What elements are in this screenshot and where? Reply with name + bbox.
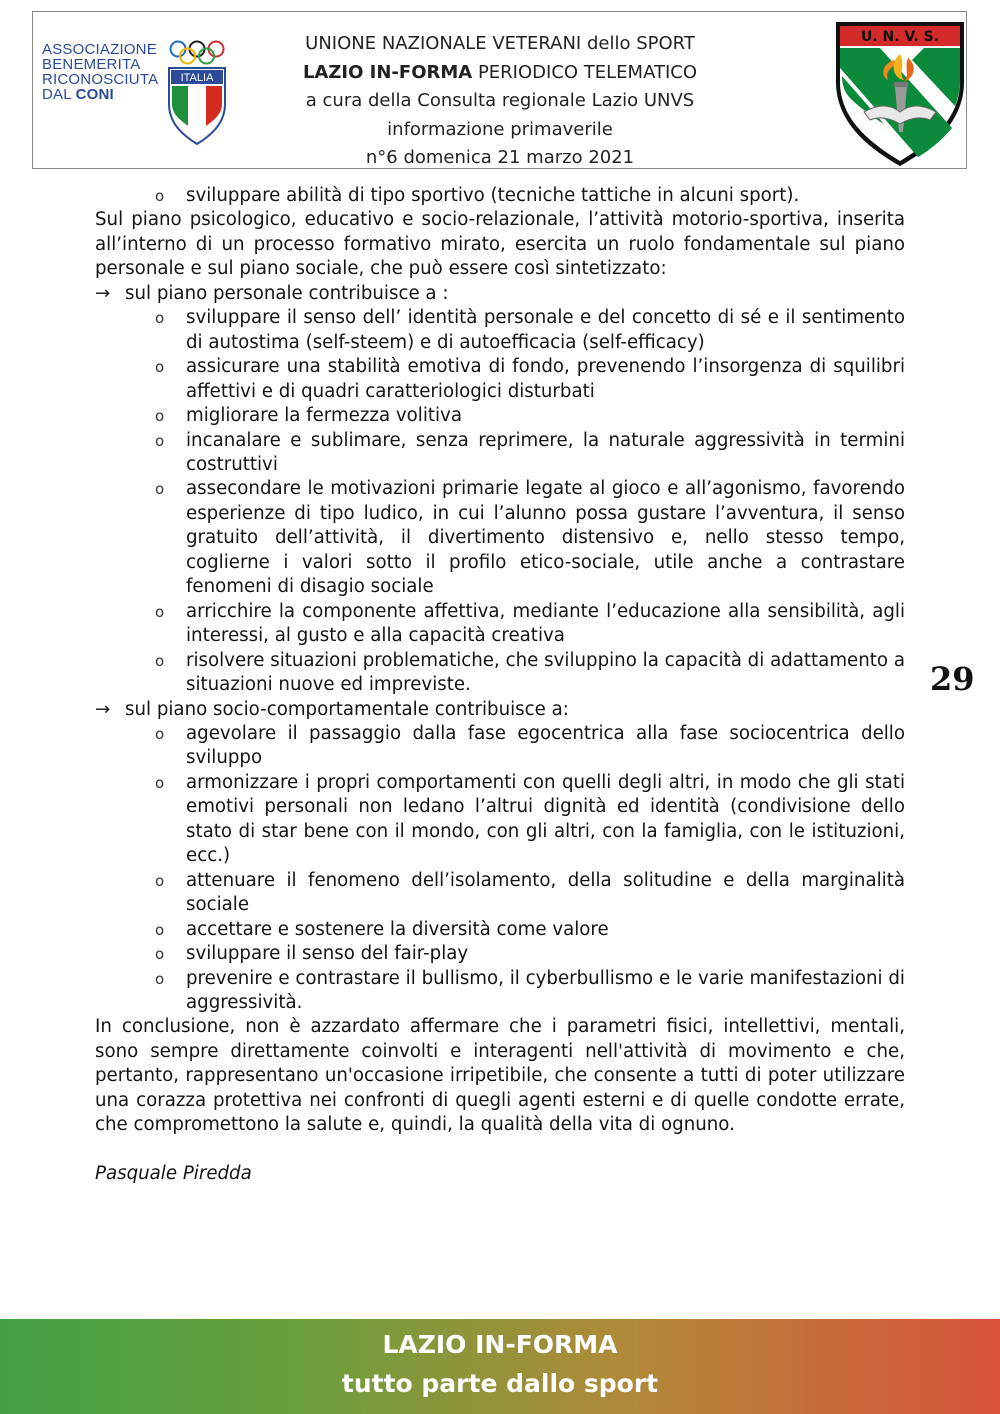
bullet-marker: o [155, 480, 165, 499]
list-item-text: migliorare la fermezza volitiva [186, 405, 462, 427]
coni-line [42, 87, 172, 102]
list-item [95, 942, 905, 966]
list-item-text: agevolare il passaggio dalla fase egocentrica alla fase sociocentrica dello sviluppo [186, 722, 905, 769]
page-number: 29 [930, 660, 975, 698]
bullet-marker: o [155, 309, 165, 328]
list-item [95, 306, 905, 355]
bullet-marker: o [155, 358, 165, 377]
section-heading-text: sul piano socio-comportamentale contribuisce a: [125, 698, 569, 720]
arrow-icon: → [95, 698, 111, 720]
header-line-5: n°6 domenica 21 marzo 2021 [365, 147, 635, 169]
list-item-text: assicurare una stabilità emotiva di fondo, prevenendo l’insorgenza di squilibri affettivi e di quadri caratteriologici disturbati [186, 356, 905, 402]
list-item-text: accettare e sostenere la diversità come valore [186, 918, 609, 940]
header-line-2 [250, 59, 750, 88]
bullet-marker: o [155, 871, 165, 890]
coni-association-text [42, 42, 172, 102]
bullet-marker: o [155, 431, 165, 450]
list-item-text: assecondare le motivazioni primarie legate al gioco e all’agonismo, favorendo esperienze di tipo ludico, in cui l’alunno possa gustare l’avventura, il senso gratuito dell’attività, il divertimento distensivo e, nello stesso tempo, coglierne i valori sotto il profilo etico-sociale, utile anche a contrastare fenomeni di disagio sociale [186, 478, 905, 598]
publication-type: PERIODICO TELEMATICO [472, 61, 698, 83]
bullet-marker: o [155, 945, 165, 964]
italia-label: ITALIA [180, 72, 214, 84]
list-item-text: attenuare il fenomeno dell’isolamento, della solitudine e della marginalità sociale [186, 869, 905, 916]
list-item [95, 967, 905, 1016]
header-line-4: informazione primaverile [387, 118, 613, 140]
bullet-marker: o [155, 724, 165, 743]
section-heading-personal [95, 282, 905, 306]
list-item-text: incanalare e sublimare, senza reprimere, la naturale aggressività in termini costruttivi [186, 429, 905, 475]
article-body [95, 184, 905, 1187]
list-item [95, 355, 905, 404]
list-item-text: sviluppare il senso dell’ identità personale e del concetto di sé e il sentimento di autostima (self-steem) e di autoefficacia (self-efficacy) [186, 307, 905, 353]
bullet-marker: o [155, 969, 165, 988]
coni-prefix: DAL [42, 86, 76, 103]
list-item [95, 771, 905, 869]
bullet-marker: o [155, 773, 165, 792]
italia-shield-icon [166, 66, 228, 146]
bullet-marker: o [155, 187, 165, 205]
list-item-text: sviluppare il senso del fair-play [186, 943, 469, 965]
list-item-text: prevenire e contrastare il bullismo, il cyberbullismo e le varie manifestazioni di aggressività. [186, 967, 905, 1013]
bullet-marker: o [155, 407, 165, 426]
footer-slogan: tutto parte dallo sport [341, 1369, 659, 1398]
list-item [95, 600, 905, 649]
coni-line: RICONOSCIUTA [42, 71, 159, 88]
list-item-text: risolvere situazioni problematiche, che sviluppino la capacità di adattamento a situazioni nuove ed impreviste. [186, 649, 905, 696]
publication-name: LAZIO IN-FORMA [302, 61, 473, 83]
list-item [95, 477, 905, 599]
header-line-1: UNIONE NAZIONALE VETERANI dello SPORT [305, 33, 695, 54]
intro-paragraph: Sul piano psicologico, educativo e socio-relazionale, l’attività motorio-sportiva, inserita all’interno di un processo formativo mirato, esercita un ruolo fondamentale sul piano personale e sul piano sociale, che può essere così sintetizzato: [95, 209, 905, 280]
bullet-marker: o [155, 651, 165, 670]
header-line-3: a cura della Consulta regionale Lazio UNVS [305, 90, 695, 112]
bullet-marker: o [155, 602, 165, 621]
list-item [95, 404, 905, 428]
list-item [95, 722, 905, 771]
list-item [95, 429, 905, 478]
olympic-rings-icon [168, 40, 226, 66]
unvs-label: U. N. V. S. [860, 29, 940, 45]
list-item-text: sviluppare abilità di tipo sportivo (tecniche tattiche in alcuni sport). [186, 185, 800, 206]
list-item [95, 649, 905, 698]
section-heading-text: sul piano personale contribuisce a : [125, 282, 449, 304]
list-item [95, 918, 905, 942]
coni-line: BENEMERITA [42, 56, 141, 73]
coni-line: ASSOCIAZIONE [42, 41, 157, 58]
footer-banner [0, 1319, 1000, 1414]
header-titles [250, 30, 750, 173]
coni-bold: CONI [75, 86, 114, 103]
conclusion-paragraph: In conclusione, non è azzardato affermare che i parametri fisici, intellettivi, mentali, sono sempre direttamente coinvolti e interagenti nell'attività di movimento e che, pertanto, rappresentano un'occasione irripetibile, che consente a tutti di poter utilizzare una corazza protettiva nei confronti di quegli agenti esterni e di quelle condotte errate, che compromettono la salute e, quindi, la qualità della vita di ognuno. [95, 1016, 905, 1136]
author-signature: Pasquale Piredda [95, 1163, 252, 1185]
bullet-marker: o [155, 920, 165, 939]
list-item-text: armonizzare i propri comportamenti con quelli degli altri, in modo che gli stati emotivi personali non ledano l’altrui dignità ed identità (condivisione dello stato di star bene con il mondo, con gli altri, con la famiglia, con le istituzioni, ecc.) [186, 771, 905, 867]
unvs-shield-icon [834, 20, 966, 168]
list-item [95, 869, 905, 918]
footer-title: LAZIO IN-FORMA [382, 1330, 618, 1359]
arrow-icon: → [95, 282, 111, 304]
section-heading-social [95, 698, 905, 722]
list-item-text: arricchire la componente affettiva, mediante l’educazione alla sensibilità, agli interessi, al gusto e alla capacità creativa [186, 600, 905, 647]
list-item [95, 184, 905, 208]
